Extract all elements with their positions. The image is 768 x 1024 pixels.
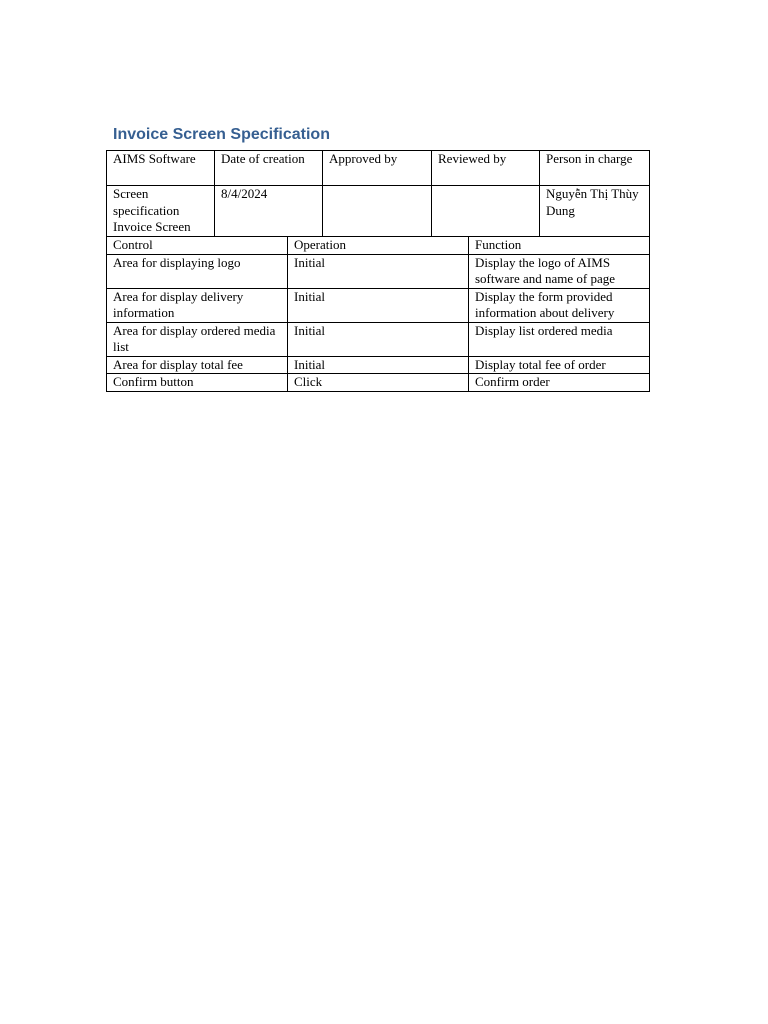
value-cell-date: 8/4/2024 bbox=[215, 186, 323, 237]
header-cell-software: AIMS Software bbox=[107, 151, 215, 186]
column-header-control: Control bbox=[107, 237, 288, 255]
control-table-header-row bbox=[107, 237, 650, 255]
operation-cell: Initial bbox=[288, 356, 469, 374]
function-cell: Display the form provided information about delivery bbox=[469, 288, 650, 322]
operation-cell: Initial bbox=[288, 322, 469, 356]
control-cell: Confirm button bbox=[107, 374, 288, 392]
control-specification-table bbox=[106, 236, 650, 392]
value-cell-approver bbox=[323, 186, 432, 237]
control-cell: Area for displaying logo bbox=[107, 254, 288, 288]
value-cell-screen-name: Screen specification Invoice Screen bbox=[107, 186, 215, 237]
document-title: Invoice Screen Specification bbox=[113, 126, 330, 143]
operation-cell: Initial bbox=[288, 254, 469, 288]
table-row bbox=[107, 374, 650, 392]
document-header-table bbox=[106, 150, 650, 237]
header-table-value-row bbox=[107, 186, 650, 237]
table-row bbox=[107, 254, 650, 288]
header-cell-date-of-creation: Date of creation bbox=[215, 151, 323, 186]
table-row bbox=[107, 288, 650, 322]
control-cell: Area for display ordered media list bbox=[107, 322, 288, 356]
function-cell: Confirm order bbox=[469, 374, 650, 392]
header-cell-person-in-charge: Person in charge bbox=[540, 151, 650, 186]
control-cell: Area for display total fee bbox=[107, 356, 288, 374]
table-row bbox=[107, 356, 650, 374]
control-cell: Area for display delivery information bbox=[107, 288, 288, 322]
table-row bbox=[107, 322, 650, 356]
value-cell-reviewer bbox=[432, 186, 540, 237]
header-table-header-row bbox=[107, 151, 650, 186]
function-cell: Display list ordered media bbox=[469, 322, 650, 356]
column-header-function: Function bbox=[469, 237, 650, 255]
column-header-operation: Operation bbox=[288, 237, 469, 255]
header-cell-reviewed-by: Reviewed by bbox=[432, 151, 540, 186]
function-cell: Display the logo of AIMS software and name of page bbox=[469, 254, 650, 288]
operation-cell: Initial bbox=[288, 288, 469, 322]
header-cell-approved-by: Approved by bbox=[323, 151, 432, 186]
operation-cell: Click bbox=[288, 374, 469, 392]
value-cell-person-in-charge: Nguyễn Thị Thùy Dung bbox=[540, 186, 650, 237]
function-cell: Display total fee of order bbox=[469, 356, 650, 374]
